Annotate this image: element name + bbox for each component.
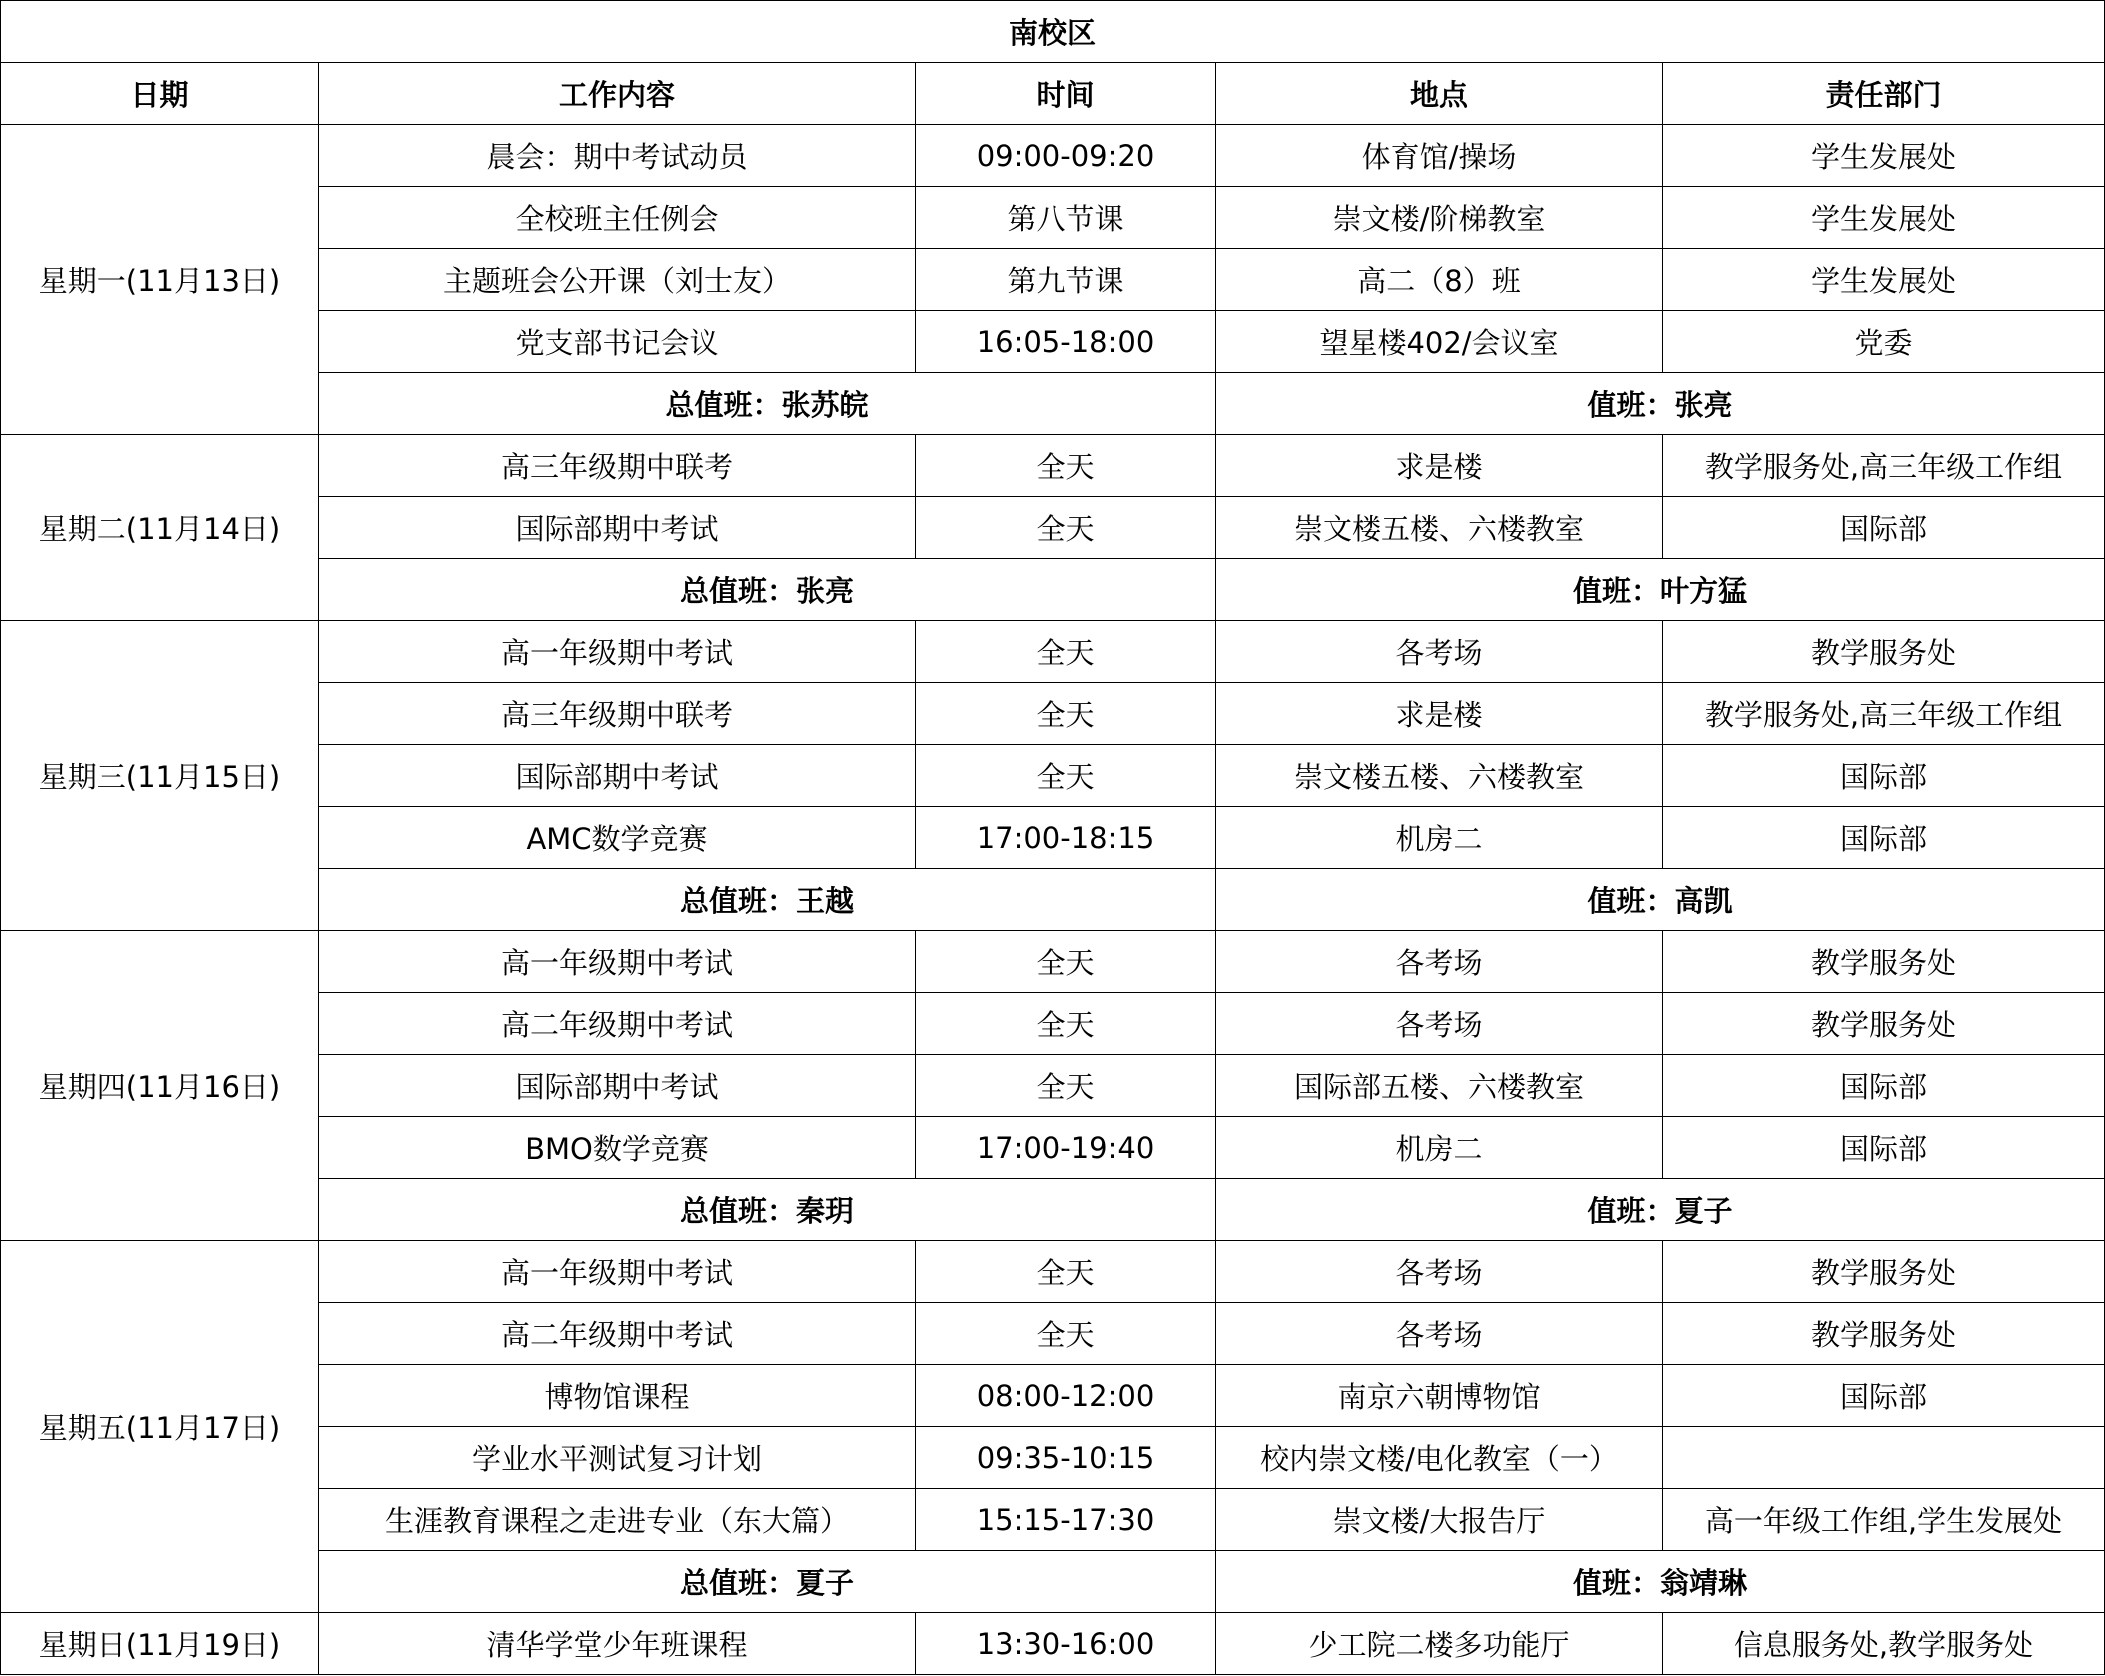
department-cell: 国际部 [1663, 1055, 2105, 1117]
activity-cell: 学业水平测试复习计划 [319, 1427, 916, 1489]
table-row [1, 621, 2105, 683]
department-cell: 信息服务处,教学服务处 [1663, 1613, 2105, 1675]
duty-cell: 值班：叶方猛 [1216, 559, 2105, 621]
department-cell: 学生发展处 [1663, 187, 2105, 249]
time-cell: 全天 [916, 683, 1216, 745]
department-cell: 国际部 [1663, 1365, 2105, 1427]
department-cell: 国际部 [1663, 807, 2105, 869]
activity-cell: BMO数学竞赛 [319, 1117, 916, 1179]
chief-duty-cell: 总值班：张亮 [319, 559, 1216, 621]
location-cell: 各考场 [1216, 1241, 1663, 1303]
location-cell: 校内崇文楼/电化教室（一） [1216, 1427, 1663, 1489]
date-cell: 星期五(11月17日) [1, 1241, 319, 1613]
time-cell: 第八节课 [916, 187, 1216, 249]
title-row [1, 1, 2105, 63]
activity-cell: 国际部期中考试 [319, 745, 916, 807]
activity-cell: 国际部期中考试 [319, 1055, 916, 1117]
activity-cell: 主题班会公开课（刘士友） [319, 249, 916, 311]
time-cell: 全天 [916, 1055, 1216, 1117]
activity-cell: 高三年级期中联考 [319, 683, 916, 745]
location-cell: 各考场 [1216, 931, 1663, 993]
location-cell: 崇文楼五楼、六楼教室 [1216, 497, 1663, 559]
department-cell: 教学服务处 [1663, 931, 2105, 993]
time-cell: 全天 [916, 497, 1216, 559]
activity-cell: 高二年级期中考试 [319, 1303, 916, 1365]
department-cell: 教学服务处 [1663, 1241, 2105, 1303]
department-cell: 国际部 [1663, 1117, 2105, 1179]
activity-cell: 晨会：期中考试动员 [319, 125, 916, 187]
time-cell: 全天 [916, 1303, 1216, 1365]
time-cell: 09:35-10:15 [916, 1427, 1216, 1489]
activity-cell: 全校班主任例会 [319, 187, 916, 249]
activity-cell: 生涯教育课程之走进专业（东大篇） [319, 1489, 916, 1551]
department-cell: 教学服务处,高三年级工作组 [1663, 435, 2105, 497]
department-cell: 党委 [1663, 311, 2105, 373]
date-cell: 星期二(11月14日) [1, 435, 319, 621]
location-cell: 国际部五楼、六楼教室 [1216, 1055, 1663, 1117]
department-cell: 教学服务处 [1663, 993, 2105, 1055]
header-content: 工作内容 [319, 63, 916, 125]
activity-cell: 清华学堂少年班课程 [319, 1613, 916, 1675]
department-cell [1663, 1427, 2105, 1489]
activity-cell: 博物馆课程 [319, 1365, 916, 1427]
location-cell: 崇文楼/阶梯教室 [1216, 187, 1663, 249]
time-cell: 全天 [916, 745, 1216, 807]
activity-cell: 党支部书记会议 [319, 311, 916, 373]
table-row [1, 435, 2105, 497]
location-cell: 机房二 [1216, 1117, 1663, 1179]
department-cell: 教学服务处 [1663, 621, 2105, 683]
time-cell: 全天 [916, 993, 1216, 1055]
time-cell: 09:00-09:20 [916, 125, 1216, 187]
department-cell: 学生发展处 [1663, 249, 2105, 311]
time-cell: 全天 [916, 435, 1216, 497]
location-cell: 望星楼402/会议室 [1216, 311, 1663, 373]
chief-duty-cell: 总值班：王越 [319, 869, 1216, 931]
location-cell: 各考场 [1216, 1303, 1663, 1365]
duty-cell: 值班：高凯 [1216, 869, 2105, 931]
time-cell: 全天 [916, 621, 1216, 683]
department-cell: 国际部 [1663, 745, 2105, 807]
time-cell: 17:00-19:40 [916, 1117, 1216, 1179]
activity-cell: 高三年级期中联考 [319, 435, 916, 497]
location-cell: 机房二 [1216, 807, 1663, 869]
header-row [1, 63, 2105, 125]
date-cell: 星期一(11月13日) [1, 125, 319, 435]
location-cell: 体育馆/操场 [1216, 125, 1663, 187]
table-row [1, 1241, 2105, 1303]
date-cell: 星期三(11月15日) [1, 621, 319, 931]
activity-cell: 高二年级期中考试 [319, 993, 916, 1055]
time-cell: 第九节课 [916, 249, 1216, 311]
activity-cell: 国际部期中考试 [319, 497, 916, 559]
activity-cell: 高一年级期中考试 [319, 1241, 916, 1303]
location-cell: 少工院二楼多功能厅 [1216, 1613, 1663, 1675]
activity-cell: 高一年级期中考试 [319, 931, 916, 993]
header-location: 地点 [1216, 63, 1663, 125]
chief-duty-cell: 总值班：秦玥 [319, 1179, 1216, 1241]
department-cell: 高一年级工作组,学生发展处 [1663, 1489, 2105, 1551]
header-time: 时间 [916, 63, 1216, 125]
department-cell: 国际部 [1663, 497, 2105, 559]
department-cell: 教学服务处,高三年级工作组 [1663, 683, 2105, 745]
time-cell: 13:30-16:00 [916, 1613, 1216, 1675]
time-cell: 17:00-18:15 [916, 807, 1216, 869]
chief-duty-cell: 总值班：夏子 [319, 1551, 1216, 1613]
chief-duty-cell: 总值班：张苏皖 [319, 373, 1216, 435]
header-department: 责任部门 [1663, 63, 2105, 125]
time-cell: 16:05-18:00 [916, 311, 1216, 373]
department-cell: 教学服务处 [1663, 1303, 2105, 1365]
activity-cell: AMC数学竞赛 [319, 807, 916, 869]
campus-title: 南校区 [1, 1, 2105, 63]
location-cell: 高二（8）班 [1216, 249, 1663, 311]
time-cell: 全天 [916, 931, 1216, 993]
location-cell: 南京六朝博物馆 [1216, 1365, 1663, 1427]
duty-cell: 值班：张亮 [1216, 373, 2105, 435]
time-cell: 08:00-12:00 [916, 1365, 1216, 1427]
location-cell: 求是楼 [1216, 683, 1663, 745]
location-cell: 求是楼 [1216, 435, 1663, 497]
duty-cell: 值班：夏子 [1216, 1179, 2105, 1241]
location-cell: 崇文楼五楼、六楼教室 [1216, 745, 1663, 807]
location-cell: 各考场 [1216, 993, 1663, 1055]
location-cell: 各考场 [1216, 621, 1663, 683]
header-date: 日期 [1, 63, 319, 125]
duty-cell: 值班：翁靖琳 [1216, 1551, 2105, 1613]
date-cell: 星期四(11月16日) [1, 931, 319, 1241]
table-row [1, 1613, 2105, 1675]
table-row [1, 931, 2105, 993]
activity-cell: 高一年级期中考试 [319, 621, 916, 683]
table-row [1, 125, 2105, 187]
time-cell: 15:15-17:30 [916, 1489, 1216, 1551]
location-cell: 崇文楼/大报告厅 [1216, 1489, 1663, 1551]
department-cell: 学生发展处 [1663, 125, 2105, 187]
date-cell: 星期日(11月19日) [1, 1613, 319, 1675]
time-cell: 全天 [916, 1241, 1216, 1303]
